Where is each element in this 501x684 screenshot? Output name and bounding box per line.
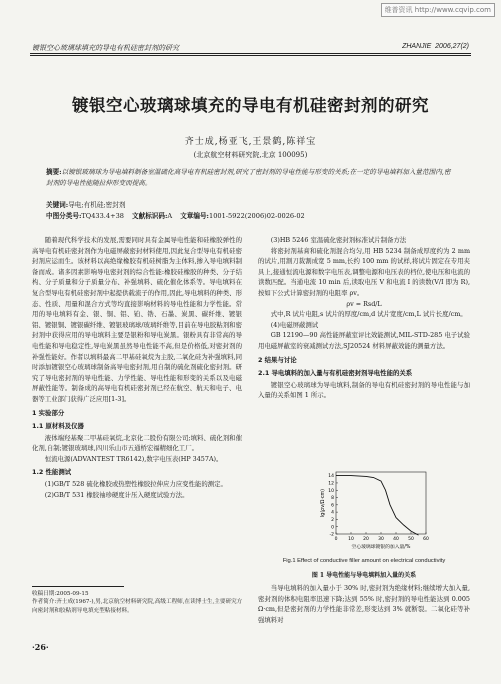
running-header [32,43,469,53]
paper-title: 镀银空心玻璃球填充的导电有机硅密封剂的研究 [72,96,429,115]
abstract-label: 摘要: [46,168,62,176]
y-tick-label: 6 [331,503,334,509]
section-heading: 1 实验部分 [32,408,65,417]
right-column-continued [258,583,470,625]
resistance-method: 将密封剂基膏和硫化剂混合均匀,用 HB 5234 制备成厚度约为 2 mm 的试片,用割刀裁割成宽 5 mm,长约 100 mm 的试样,将试片固定在专用夹具上,接通恒流电源和数字电压表,调整电源和电压表的档位,使电压和电流的读数匹配。当通电流 10 min 后,读取电压 V 和电流 I 的读数(V/I 即为 R),按如下公式计算密封剂的电阻率 ρv。 [258,246,470,297]
header-rule-thin [30,55,471,56]
x-tick-label: 30 [378,537,384,542]
x-tick-label: 10 [348,537,354,542]
header-rule [30,53,471,54]
emi-method: GB 12190—90 高性能屏蔽室评比效能测试,MIL-STD-285 电子试验用电磁屏蔽室的衰减测试方法,SJ20524 材料屏蔽效能的测量方法。 [258,331,470,350]
y-tick-label: 8 [331,496,334,502]
test-item: (1)GB/T 528 硫化橡胶或热塑性橡胶拉伸应力应变性能的测定。 [44,480,227,489]
left-column [32,235,242,500]
subsection-heading: 2.1 导电填料的加入量与有机硅密封剂导电性能的关系 [258,369,413,378]
subsection-heading: 1.1 原材料及仪器 [32,422,84,431]
y-tick-label: -2 [329,532,334,538]
materials-paragraph: 液体端羟基聚二甲基硅氧烷,北京化二股份有限公司;填料、硫化剂和催化剂,自制;镀银玻璃球,四川乐山市五通桥宏福精细化工厂。 [32,433,242,453]
y-axis-label: lg(ρv/Ω·cm) [321,488,326,518]
result-paragraph: 镀银空心玻璃球为导电填料,制备的导电有机硅密封剂的导电性能与加入量的关系如图 1 所示。 [258,380,470,400]
classification: 中图分类号:TQ433.4+38 文献标识码:A 文章编号:1001-5922(2006)02-0026-02 [46,211,305,220]
y-tick-label: 10 [328,488,334,494]
watermark: 维普资讯 http://www.cqvip.com [381,3,495,17]
y-tick-label: 2 [331,518,334,524]
x-axis-label: 空心玻璃球镀银的加入量/% [351,545,411,550]
x-tick-label: 40 [393,537,399,542]
x-tick-label: 20 [363,537,369,542]
figure-caption-cn: 图 1 导电性能与导电填料加入量的关系 [311,572,417,579]
header-title: 镀银空心玻璃球填充的导电有机硅密封剂的研究 [32,45,179,52]
footnote-rule [32,586,124,587]
received-date: 收稿日期:2005-09-15 [32,591,89,597]
x-tick-label: 60 [423,537,429,542]
abstract-text: 以镀银玻璃球为导电填料制备室温硫化高导电有机硅密封剂,研究了密封剂的导电性能与形变的关系;在一定的导电填料加入量范围内,密封剂的导电性能随拉伸形变而提高。 [46,168,451,187]
y-tick-label: 14 [328,474,334,480]
formula-note: 式中,R 试片电阻,s 试片的厚度/cm,d 试片宽度/cm,L 试片长度/cm。 [270,310,467,319]
author-bio: 作者简介:齐士成(1967-),男,北京航空材料研究院,高级工程师,在读博士生,主要研究方向密封剂和胶粘剂导电填充型粘接材料。 [32,599,243,614]
instrument-paragraph: 恒流电源(ADVANTEST TR6142),数字电压表(HP 3457A)。 [44,454,223,463]
y-tick-label: 0 [331,525,334,531]
header-journal: ZHANJIE 2006,27(2) [402,43,469,50]
authors: 齐士成,杨亚飞,王景鹤,陈祥宝 [184,137,317,147]
abstract [46,167,455,188]
page-number: ·26· [32,642,49,652]
right-column [258,235,470,401]
intro-paragraph: 随着现代科学技术的发展,需要同时具有金属导电性能和硅橡胶弹性的高导电有机硅密封剂作为电磁屏蔽密封材料使用,因此复合型导电有机硅密封剂应运而生。该材料以高绝缘橡胶有机硅树脂为主体料,掺入导电填料制备而成。诸多因素影响导电密封剂的综合性能:橡胶硅橡胶的种类、分子结构、分子质量和分子质量分布、补强填料、硫化催化体系等。导电填料在复合型导电有机硅密封剂中起提供载流子的作用,因此,导电填料的种类、形态、性质、用量和混合方式等均直接影响材料的导电性能和力学性能。常用的导电填料有金、银、铜、铝、铂、锆、石墨、炭黑、碳纤维、镀银铝、镀银铜、镀银碳纤维、镀银玻璃球/玻璃纤维等,目前在导电胶粘剂和密封剂中获得应用的导电填料主要是银粉和导电炭黑。银粉具有非常高的导电性能和导电稳定性,导电炭黑虽然导电性能不高,但是价格低,对密封剂的补强性能好。作者以填料最高二甲基硅氧烷为主胶,二氧化硅为补强填料,同时添加镀银空心玻璃球制备高导电密封剂,用自制的硫化剂硫化密封剂。研究了导电密封剂的导电性能、力学性能、导电性能和形变的关系以及电磁屏蔽性能等。制备成的高导电有机硅密封剂已经在航空、航天和电子、电器等工业部门获得广泛应用[1-3]。 [32,236,242,403]
conclusion-paragraph: 当导电填料的加入量小于 30% 时,密封剂为绝缘材料;继续增大加入量,密封剂的体积电阻率迅速下降;达到 55% 时,密封剂的导电性能达到 0.005 Ω·cm,但是密封剂的力学性能非常差,形变达到 3% 就断裂。二氧化硅等补强填料对 [258,584,470,624]
subsection-heading: 1.2 性能测试 [32,468,72,477]
test-item: (3)HB 5246 室温硫化密封剂标准试片制备方法 [270,236,407,244]
test-item: (2)GB/T 531 橡胶袖珍硬度计压入硬度试验方法。 [44,490,189,499]
y-tick-label: 4 [331,510,334,516]
conductivity-chart [258,466,470,554]
section-heading: 2 结果与讨论 [258,355,297,364]
affiliation: (北京航空材料研究院,北京 100095) [193,151,308,159]
metadata [46,200,455,221]
footnote [32,590,244,615]
formula: ρv = Rsd/L [346,299,382,308]
series-line [336,476,419,535]
x-tick-label: 0 [334,537,338,542]
y-tick-label: 12 [328,481,334,487]
figure-caption-en: Fig.1 Effect of conductive filler amount on electrical conductivity [282,558,446,564]
keywords: 关键词:导电;有机硅;密封剂 [46,201,126,209]
test-item: (4)电磁屏蔽测试 [270,320,319,329]
x-tick-label: 50 [408,537,414,542]
